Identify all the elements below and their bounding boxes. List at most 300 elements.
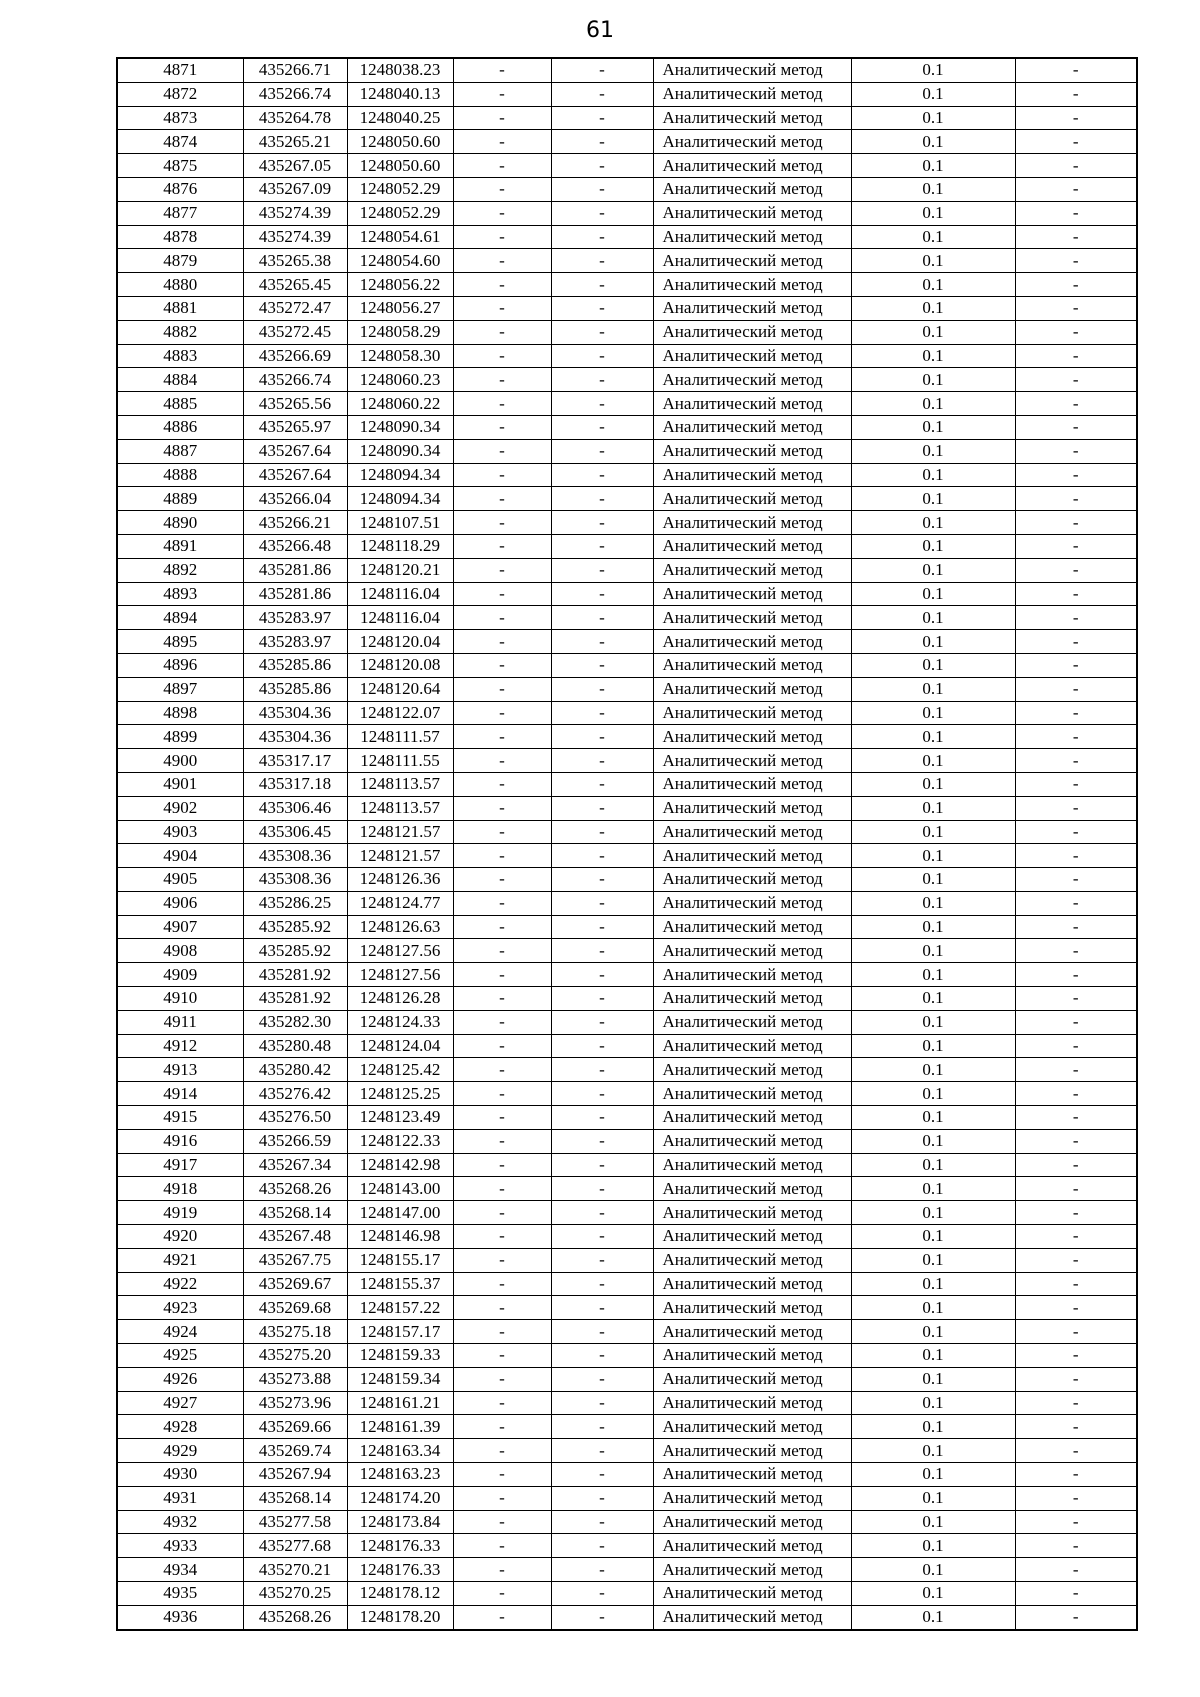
y-coordinate-cell: 1248094.34 bbox=[347, 463, 453, 487]
method-cell: Аналитический метод bbox=[653, 249, 851, 273]
accuracy-cell: 0.1 bbox=[851, 1034, 1015, 1058]
dash-cell-b: - bbox=[551, 392, 653, 416]
dash-cell-b: - bbox=[551, 201, 653, 225]
table-row bbox=[117, 1010, 1137, 1034]
accuracy-cell: 0.1 bbox=[851, 534, 1015, 558]
dash-cell-a: - bbox=[453, 534, 551, 558]
dash-cell-b: - bbox=[551, 487, 653, 511]
accuracy-cell: 0.1 bbox=[851, 844, 1015, 868]
x-coordinate-cell: 435277.68 bbox=[243, 1534, 347, 1558]
dash-cell-c: - bbox=[1015, 1296, 1137, 1320]
x-coordinate-cell: 435285.92 bbox=[243, 939, 347, 963]
x-coordinate-cell: 435275.18 bbox=[243, 1320, 347, 1344]
accuracy-cell: 0.1 bbox=[851, 1058, 1015, 1082]
point-number-cell: 4904 bbox=[117, 844, 243, 868]
dash-cell-b: - bbox=[551, 344, 653, 368]
method-cell: Аналитический метод bbox=[653, 1010, 851, 1034]
x-coordinate-cell: 435269.66 bbox=[243, 1415, 347, 1439]
y-coordinate-cell: 1248040.13 bbox=[347, 82, 453, 106]
dash-cell-b: - bbox=[551, 606, 653, 630]
dash-cell-b: - bbox=[551, 154, 653, 178]
y-coordinate-cell: 1248126.63 bbox=[347, 915, 453, 939]
table-row bbox=[117, 1486, 1137, 1510]
table-row bbox=[117, 1153, 1137, 1177]
method-cell: Аналитический метод bbox=[653, 1486, 851, 1510]
y-coordinate-cell: 1248174.20 bbox=[347, 1486, 453, 1510]
point-number-cell: 4878 bbox=[117, 225, 243, 249]
table-row bbox=[117, 511, 1137, 535]
method-cell: Аналитический метод bbox=[653, 1558, 851, 1582]
dash-cell-b: - bbox=[551, 1296, 653, 1320]
method-cell: Аналитический метод bbox=[653, 582, 851, 606]
y-coordinate-cell: 1248126.28 bbox=[347, 987, 453, 1011]
method-cell: Аналитический метод bbox=[653, 1510, 851, 1534]
x-coordinate-cell: 435282.30 bbox=[243, 1010, 347, 1034]
y-coordinate-cell: 1248052.29 bbox=[347, 201, 453, 225]
dash-cell-c: - bbox=[1015, 891, 1137, 915]
accuracy-cell: 0.1 bbox=[851, 392, 1015, 416]
table-row bbox=[117, 320, 1137, 344]
method-cell: Аналитический метод bbox=[653, 177, 851, 201]
dash-cell-b: - bbox=[551, 82, 653, 106]
accuracy-cell: 0.1 bbox=[851, 82, 1015, 106]
accuracy-cell: 0.1 bbox=[851, 1010, 1015, 1034]
y-coordinate-cell: 1248122.07 bbox=[347, 701, 453, 725]
dash-cell-b: - bbox=[551, 653, 653, 677]
method-cell: Аналитический метод bbox=[653, 487, 851, 511]
x-coordinate-cell: 435274.39 bbox=[243, 225, 347, 249]
accuracy-cell: 0.1 bbox=[851, 439, 1015, 463]
table-row bbox=[117, 1058, 1137, 1082]
table-row bbox=[117, 582, 1137, 606]
accuracy-cell: 0.1 bbox=[851, 891, 1015, 915]
y-coordinate-cell: 1248116.04 bbox=[347, 606, 453, 630]
method-cell: Аналитический метод bbox=[653, 511, 851, 535]
table-row bbox=[117, 487, 1137, 511]
dash-cell-c: - bbox=[1015, 939, 1137, 963]
table-row bbox=[117, 415, 1137, 439]
dash-cell-c: - bbox=[1015, 1106, 1137, 1130]
y-coordinate-cell: 1248120.04 bbox=[347, 630, 453, 654]
x-coordinate-cell: 435306.46 bbox=[243, 796, 347, 820]
table-row bbox=[117, 606, 1137, 630]
accuracy-cell: 0.1 bbox=[851, 130, 1015, 154]
y-coordinate-cell: 1248142.98 bbox=[347, 1153, 453, 1177]
dash-cell-a: - bbox=[453, 1225, 551, 1249]
y-coordinate-cell: 1248161.21 bbox=[347, 1391, 453, 1415]
point-number-cell: 4877 bbox=[117, 201, 243, 225]
method-cell: Аналитический метод bbox=[653, 1367, 851, 1391]
method-cell: Аналитический метод bbox=[653, 130, 851, 154]
dash-cell-c: - bbox=[1015, 606, 1137, 630]
dash-cell-c: - bbox=[1015, 868, 1137, 892]
accuracy-cell: 0.1 bbox=[851, 1391, 1015, 1415]
table-row bbox=[117, 439, 1137, 463]
accuracy-cell: 0.1 bbox=[851, 772, 1015, 796]
accuracy-cell: 0.1 bbox=[851, 511, 1015, 535]
y-coordinate-cell: 1248111.55 bbox=[347, 749, 453, 773]
dash-cell-a: - bbox=[453, 392, 551, 416]
method-cell: Аналитический метод bbox=[653, 463, 851, 487]
x-coordinate-cell: 435276.42 bbox=[243, 1082, 347, 1106]
point-number-cell: 4926 bbox=[117, 1367, 243, 1391]
dash-cell-a: - bbox=[453, 891, 551, 915]
point-number-cell: 4887 bbox=[117, 439, 243, 463]
dash-cell-b: - bbox=[551, 915, 653, 939]
dash-cell-c: - bbox=[1015, 558, 1137, 582]
dash-cell-a: - bbox=[453, 1486, 551, 1510]
accuracy-cell: 0.1 bbox=[851, 249, 1015, 273]
method-cell: Аналитический метод bbox=[653, 1082, 851, 1106]
dash-cell-a: - bbox=[453, 1320, 551, 1344]
dash-cell-a: - bbox=[453, 1153, 551, 1177]
coordinates-table bbox=[116, 57, 1138, 1631]
y-coordinate-cell: 1248125.42 bbox=[347, 1058, 453, 1082]
table-row bbox=[117, 749, 1137, 773]
dash-cell-a: - bbox=[453, 1129, 551, 1153]
x-coordinate-cell: 435265.21 bbox=[243, 130, 347, 154]
point-number-cell: 4932 bbox=[117, 1510, 243, 1534]
dash-cell-a: - bbox=[453, 1439, 551, 1463]
method-cell: Аналитический метод bbox=[653, 1463, 851, 1487]
point-number-cell: 4923 bbox=[117, 1296, 243, 1320]
dash-cell-b: - bbox=[551, 249, 653, 273]
x-coordinate-cell: 435283.97 bbox=[243, 630, 347, 654]
point-number-cell: 4893 bbox=[117, 582, 243, 606]
point-number-cell: 4913 bbox=[117, 1058, 243, 1082]
table-row bbox=[117, 558, 1137, 582]
dash-cell-a: - bbox=[453, 130, 551, 154]
dash-cell-b: - bbox=[551, 582, 653, 606]
x-coordinate-cell: 435276.50 bbox=[243, 1106, 347, 1130]
table-row bbox=[117, 963, 1137, 987]
method-cell: Аналитический метод bbox=[653, 749, 851, 773]
x-coordinate-cell: 435267.64 bbox=[243, 439, 347, 463]
dash-cell-b: - bbox=[551, 701, 653, 725]
dash-cell-a: - bbox=[453, 463, 551, 487]
dash-cell-c: - bbox=[1015, 1391, 1137, 1415]
dash-cell-c: - bbox=[1015, 796, 1137, 820]
y-coordinate-cell: 1248178.12 bbox=[347, 1582, 453, 1606]
point-number-cell: 4919 bbox=[117, 1201, 243, 1225]
x-coordinate-cell: 435269.74 bbox=[243, 1439, 347, 1463]
dash-cell-c: - bbox=[1015, 439, 1137, 463]
point-number-cell: 4897 bbox=[117, 677, 243, 701]
y-coordinate-cell: 1248124.33 bbox=[347, 1010, 453, 1034]
method-cell: Аналитический метод bbox=[653, 653, 851, 677]
x-coordinate-cell: 435266.21 bbox=[243, 511, 347, 535]
method-cell: Аналитический метод bbox=[653, 891, 851, 915]
table-row bbox=[117, 1225, 1137, 1249]
method-cell: Аналитический метод bbox=[653, 1153, 851, 1177]
x-coordinate-cell: 435266.59 bbox=[243, 1129, 347, 1153]
method-cell: Аналитический метод bbox=[653, 344, 851, 368]
table-row bbox=[117, 796, 1137, 820]
y-coordinate-cell: 1248121.57 bbox=[347, 844, 453, 868]
dash-cell-a: - bbox=[453, 963, 551, 987]
method-cell: Аналитический метод bbox=[653, 439, 851, 463]
dash-cell-b: - bbox=[551, 463, 653, 487]
accuracy-cell: 0.1 bbox=[851, 1558, 1015, 1582]
x-coordinate-cell: 435317.17 bbox=[243, 749, 347, 773]
dash-cell-b: - bbox=[551, 987, 653, 1011]
accuracy-cell: 0.1 bbox=[851, 1605, 1015, 1629]
y-coordinate-cell: 1248054.61 bbox=[347, 225, 453, 249]
dash-cell-c: - bbox=[1015, 463, 1137, 487]
table-row bbox=[117, 1129, 1137, 1153]
point-number-cell: 4880 bbox=[117, 273, 243, 297]
method-cell: Аналитический метод bbox=[653, 677, 851, 701]
dash-cell-b: - bbox=[551, 772, 653, 796]
method-cell: Аналитический метод bbox=[653, 415, 851, 439]
table-row bbox=[117, 1463, 1137, 1487]
table-row bbox=[117, 1558, 1137, 1582]
dash-cell-b: - bbox=[551, 1058, 653, 1082]
point-number-cell: 4881 bbox=[117, 296, 243, 320]
y-coordinate-cell: 1248090.34 bbox=[347, 439, 453, 463]
dash-cell-a: - bbox=[453, 701, 551, 725]
accuracy-cell: 0.1 bbox=[851, 106, 1015, 130]
x-coordinate-cell: 435266.48 bbox=[243, 534, 347, 558]
y-coordinate-cell: 1248052.29 bbox=[347, 177, 453, 201]
dash-cell-c: - bbox=[1015, 487, 1137, 511]
dash-cell-b: - bbox=[551, 225, 653, 249]
dash-cell-c: - bbox=[1015, 154, 1137, 178]
method-cell: Аналитический метод bbox=[653, 915, 851, 939]
x-coordinate-cell: 435266.69 bbox=[243, 344, 347, 368]
dash-cell-c: - bbox=[1015, 106, 1137, 130]
accuracy-cell: 0.1 bbox=[851, 296, 1015, 320]
table-row bbox=[117, 915, 1137, 939]
dash-cell-b: - bbox=[551, 439, 653, 463]
point-number-cell: 4889 bbox=[117, 487, 243, 511]
table-row bbox=[117, 249, 1137, 273]
x-coordinate-cell: 435269.68 bbox=[243, 1296, 347, 1320]
y-coordinate-cell: 1248056.27 bbox=[347, 296, 453, 320]
table-row bbox=[117, 1367, 1137, 1391]
accuracy-cell: 0.1 bbox=[851, 487, 1015, 511]
point-number-cell: 4899 bbox=[117, 725, 243, 749]
dash-cell-b: - bbox=[551, 749, 653, 773]
point-number-cell: 4912 bbox=[117, 1034, 243, 1058]
dash-cell-b: - bbox=[551, 1201, 653, 1225]
y-coordinate-cell: 1248122.33 bbox=[347, 1129, 453, 1153]
dash-cell-c: - bbox=[1015, 534, 1137, 558]
dash-cell-c: - bbox=[1015, 511, 1137, 535]
point-number-cell: 4884 bbox=[117, 368, 243, 392]
accuracy-cell: 0.1 bbox=[851, 1510, 1015, 1534]
point-number-cell: 4914 bbox=[117, 1082, 243, 1106]
table-row bbox=[117, 772, 1137, 796]
accuracy-cell: 0.1 bbox=[851, 653, 1015, 677]
x-coordinate-cell: 435285.86 bbox=[243, 677, 347, 701]
dash-cell-a: - bbox=[453, 558, 551, 582]
point-number-cell: 4928 bbox=[117, 1415, 243, 1439]
point-number-cell: 4925 bbox=[117, 1344, 243, 1368]
method-cell: Аналитический метод bbox=[653, 796, 851, 820]
dash-cell-c: - bbox=[1015, 701, 1137, 725]
accuracy-cell: 0.1 bbox=[851, 1225, 1015, 1249]
y-coordinate-cell: 1248121.57 bbox=[347, 820, 453, 844]
y-coordinate-cell: 1248159.33 bbox=[347, 1344, 453, 1368]
y-coordinate-cell: 1248157.17 bbox=[347, 1320, 453, 1344]
table-row bbox=[117, 1272, 1137, 1296]
dash-cell-c: - bbox=[1015, 1463, 1137, 1487]
dash-cell-b: - bbox=[551, 1605, 653, 1629]
y-coordinate-cell: 1248123.49 bbox=[347, 1106, 453, 1130]
accuracy-cell: 0.1 bbox=[851, 677, 1015, 701]
method-cell: Аналитический метод bbox=[653, 844, 851, 868]
dash-cell-c: - bbox=[1015, 177, 1137, 201]
x-coordinate-cell: 435270.21 bbox=[243, 1558, 347, 1582]
method-cell: Аналитический метод bbox=[653, 1296, 851, 1320]
x-coordinate-cell: 435283.97 bbox=[243, 606, 347, 630]
y-coordinate-cell: 1248159.34 bbox=[347, 1367, 453, 1391]
accuracy-cell: 0.1 bbox=[851, 820, 1015, 844]
table-row bbox=[117, 1106, 1137, 1130]
method-cell: Аналитический метод bbox=[653, 963, 851, 987]
point-number-cell: 4911 bbox=[117, 1010, 243, 1034]
x-coordinate-cell: 435265.45 bbox=[243, 273, 347, 297]
accuracy-cell: 0.1 bbox=[851, 415, 1015, 439]
accuracy-cell: 0.1 bbox=[851, 558, 1015, 582]
dash-cell-c: - bbox=[1015, 1153, 1137, 1177]
x-coordinate-cell: 435280.48 bbox=[243, 1034, 347, 1058]
dash-cell-c: - bbox=[1015, 1439, 1137, 1463]
dash-cell-b: - bbox=[551, 1272, 653, 1296]
dash-cell-a: - bbox=[453, 225, 551, 249]
dash-cell-b: - bbox=[551, 1391, 653, 1415]
accuracy-cell: 0.1 bbox=[851, 1129, 1015, 1153]
dash-cell-b: - bbox=[551, 106, 653, 130]
table-row bbox=[117, 225, 1137, 249]
method-cell: Аналитический метод bbox=[653, 820, 851, 844]
method-cell: Аналитический метод bbox=[653, 1391, 851, 1415]
dash-cell-b: - bbox=[551, 1439, 653, 1463]
dash-cell-b: - bbox=[551, 534, 653, 558]
dash-cell-a: - bbox=[453, 344, 551, 368]
accuracy-cell: 0.1 bbox=[851, 630, 1015, 654]
dash-cell-a: - bbox=[453, 868, 551, 892]
dash-cell-b: - bbox=[551, 677, 653, 701]
dash-cell-a: - bbox=[453, 415, 551, 439]
x-coordinate-cell: 435275.20 bbox=[243, 1344, 347, 1368]
dash-cell-b: - bbox=[551, 130, 653, 154]
table-row bbox=[117, 344, 1137, 368]
accuracy-cell: 0.1 bbox=[851, 1582, 1015, 1606]
method-cell: Аналитический метод bbox=[653, 1058, 851, 1082]
dash-cell-b: - bbox=[551, 1177, 653, 1201]
dash-cell-b: - bbox=[551, 1415, 653, 1439]
dash-cell-a: - bbox=[453, 201, 551, 225]
dash-cell-b: - bbox=[551, 844, 653, 868]
x-coordinate-cell: 435285.92 bbox=[243, 915, 347, 939]
point-number-cell: 4907 bbox=[117, 915, 243, 939]
accuracy-cell: 0.1 bbox=[851, 1439, 1015, 1463]
table-row bbox=[117, 939, 1137, 963]
point-number-cell: 4922 bbox=[117, 1272, 243, 1296]
dash-cell-a: - bbox=[453, 1415, 551, 1439]
accuracy-cell: 0.1 bbox=[851, 701, 1015, 725]
accuracy-cell: 0.1 bbox=[851, 987, 1015, 1011]
x-coordinate-cell: 435265.97 bbox=[243, 415, 347, 439]
dash-cell-c: - bbox=[1015, 344, 1137, 368]
table-row bbox=[117, 653, 1137, 677]
dash-cell-c: - bbox=[1015, 273, 1137, 297]
method-cell: Аналитический метод bbox=[653, 1439, 851, 1463]
accuracy-cell: 0.1 bbox=[851, 606, 1015, 630]
accuracy-cell: 0.1 bbox=[851, 177, 1015, 201]
point-number-cell: 4883 bbox=[117, 344, 243, 368]
dash-cell-c: - bbox=[1015, 392, 1137, 416]
dash-cell-c: - bbox=[1015, 1486, 1137, 1510]
method-cell: Аналитический метод bbox=[653, 772, 851, 796]
method-cell: Аналитический метод bbox=[653, 558, 851, 582]
point-number-cell: 4916 bbox=[117, 1129, 243, 1153]
y-coordinate-cell: 1248113.57 bbox=[347, 772, 453, 796]
dash-cell-b: - bbox=[551, 1558, 653, 1582]
point-number-cell: 4900 bbox=[117, 749, 243, 773]
table-row bbox=[117, 868, 1137, 892]
dash-cell-b: - bbox=[551, 273, 653, 297]
accuracy-cell: 0.1 bbox=[851, 201, 1015, 225]
dash-cell-a: - bbox=[453, 1344, 551, 1368]
method-cell: Аналитический метод bbox=[653, 606, 851, 630]
x-coordinate-cell: 435264.78 bbox=[243, 106, 347, 130]
dash-cell-c: - bbox=[1015, 1367, 1137, 1391]
accuracy-cell: 0.1 bbox=[851, 1415, 1015, 1439]
method-cell: Аналитический метод bbox=[653, 987, 851, 1011]
x-coordinate-cell: 435266.74 bbox=[243, 368, 347, 392]
x-coordinate-cell: 435268.26 bbox=[243, 1605, 347, 1629]
point-number-cell: 4936 bbox=[117, 1605, 243, 1629]
point-number-cell: 4933 bbox=[117, 1534, 243, 1558]
accuracy-cell: 0.1 bbox=[851, 939, 1015, 963]
dash-cell-c: - bbox=[1015, 1177, 1137, 1201]
method-cell: Аналитический метод bbox=[653, 1605, 851, 1629]
table-row bbox=[117, 701, 1137, 725]
x-coordinate-cell: 435273.88 bbox=[243, 1367, 347, 1391]
dash-cell-b: - bbox=[551, 177, 653, 201]
x-coordinate-cell: 435306.45 bbox=[243, 820, 347, 844]
dash-cell-a: - bbox=[453, 725, 551, 749]
table-row bbox=[117, 1534, 1137, 1558]
point-number-cell: 4910 bbox=[117, 987, 243, 1011]
dash-cell-b: - bbox=[551, 891, 653, 915]
dash-cell-a: - bbox=[453, 1558, 551, 1582]
dash-cell-c: - bbox=[1015, 320, 1137, 344]
method-cell: Аналитический метод bbox=[653, 320, 851, 344]
point-number-cell: 4888 bbox=[117, 463, 243, 487]
method-cell: Аналитический метод bbox=[653, 1272, 851, 1296]
dash-cell-b: - bbox=[551, 1320, 653, 1344]
dash-cell-c: - bbox=[1015, 582, 1137, 606]
dash-cell-c: - bbox=[1015, 1248, 1137, 1272]
dash-cell-b: - bbox=[551, 1034, 653, 1058]
dash-cell-c: - bbox=[1015, 1129, 1137, 1153]
x-coordinate-cell: 435267.64 bbox=[243, 463, 347, 487]
dash-cell-c: - bbox=[1015, 296, 1137, 320]
x-coordinate-cell: 435267.75 bbox=[243, 1248, 347, 1272]
table-row bbox=[117, 725, 1137, 749]
dash-cell-a: - bbox=[453, 1463, 551, 1487]
method-cell: Аналитический метод bbox=[653, 1201, 851, 1225]
dash-cell-a: - bbox=[453, 1201, 551, 1225]
point-number-cell: 4906 bbox=[117, 891, 243, 915]
dash-cell-c: - bbox=[1015, 1010, 1137, 1034]
y-coordinate-cell: 1248050.60 bbox=[347, 154, 453, 178]
y-coordinate-cell: 1248060.22 bbox=[347, 392, 453, 416]
